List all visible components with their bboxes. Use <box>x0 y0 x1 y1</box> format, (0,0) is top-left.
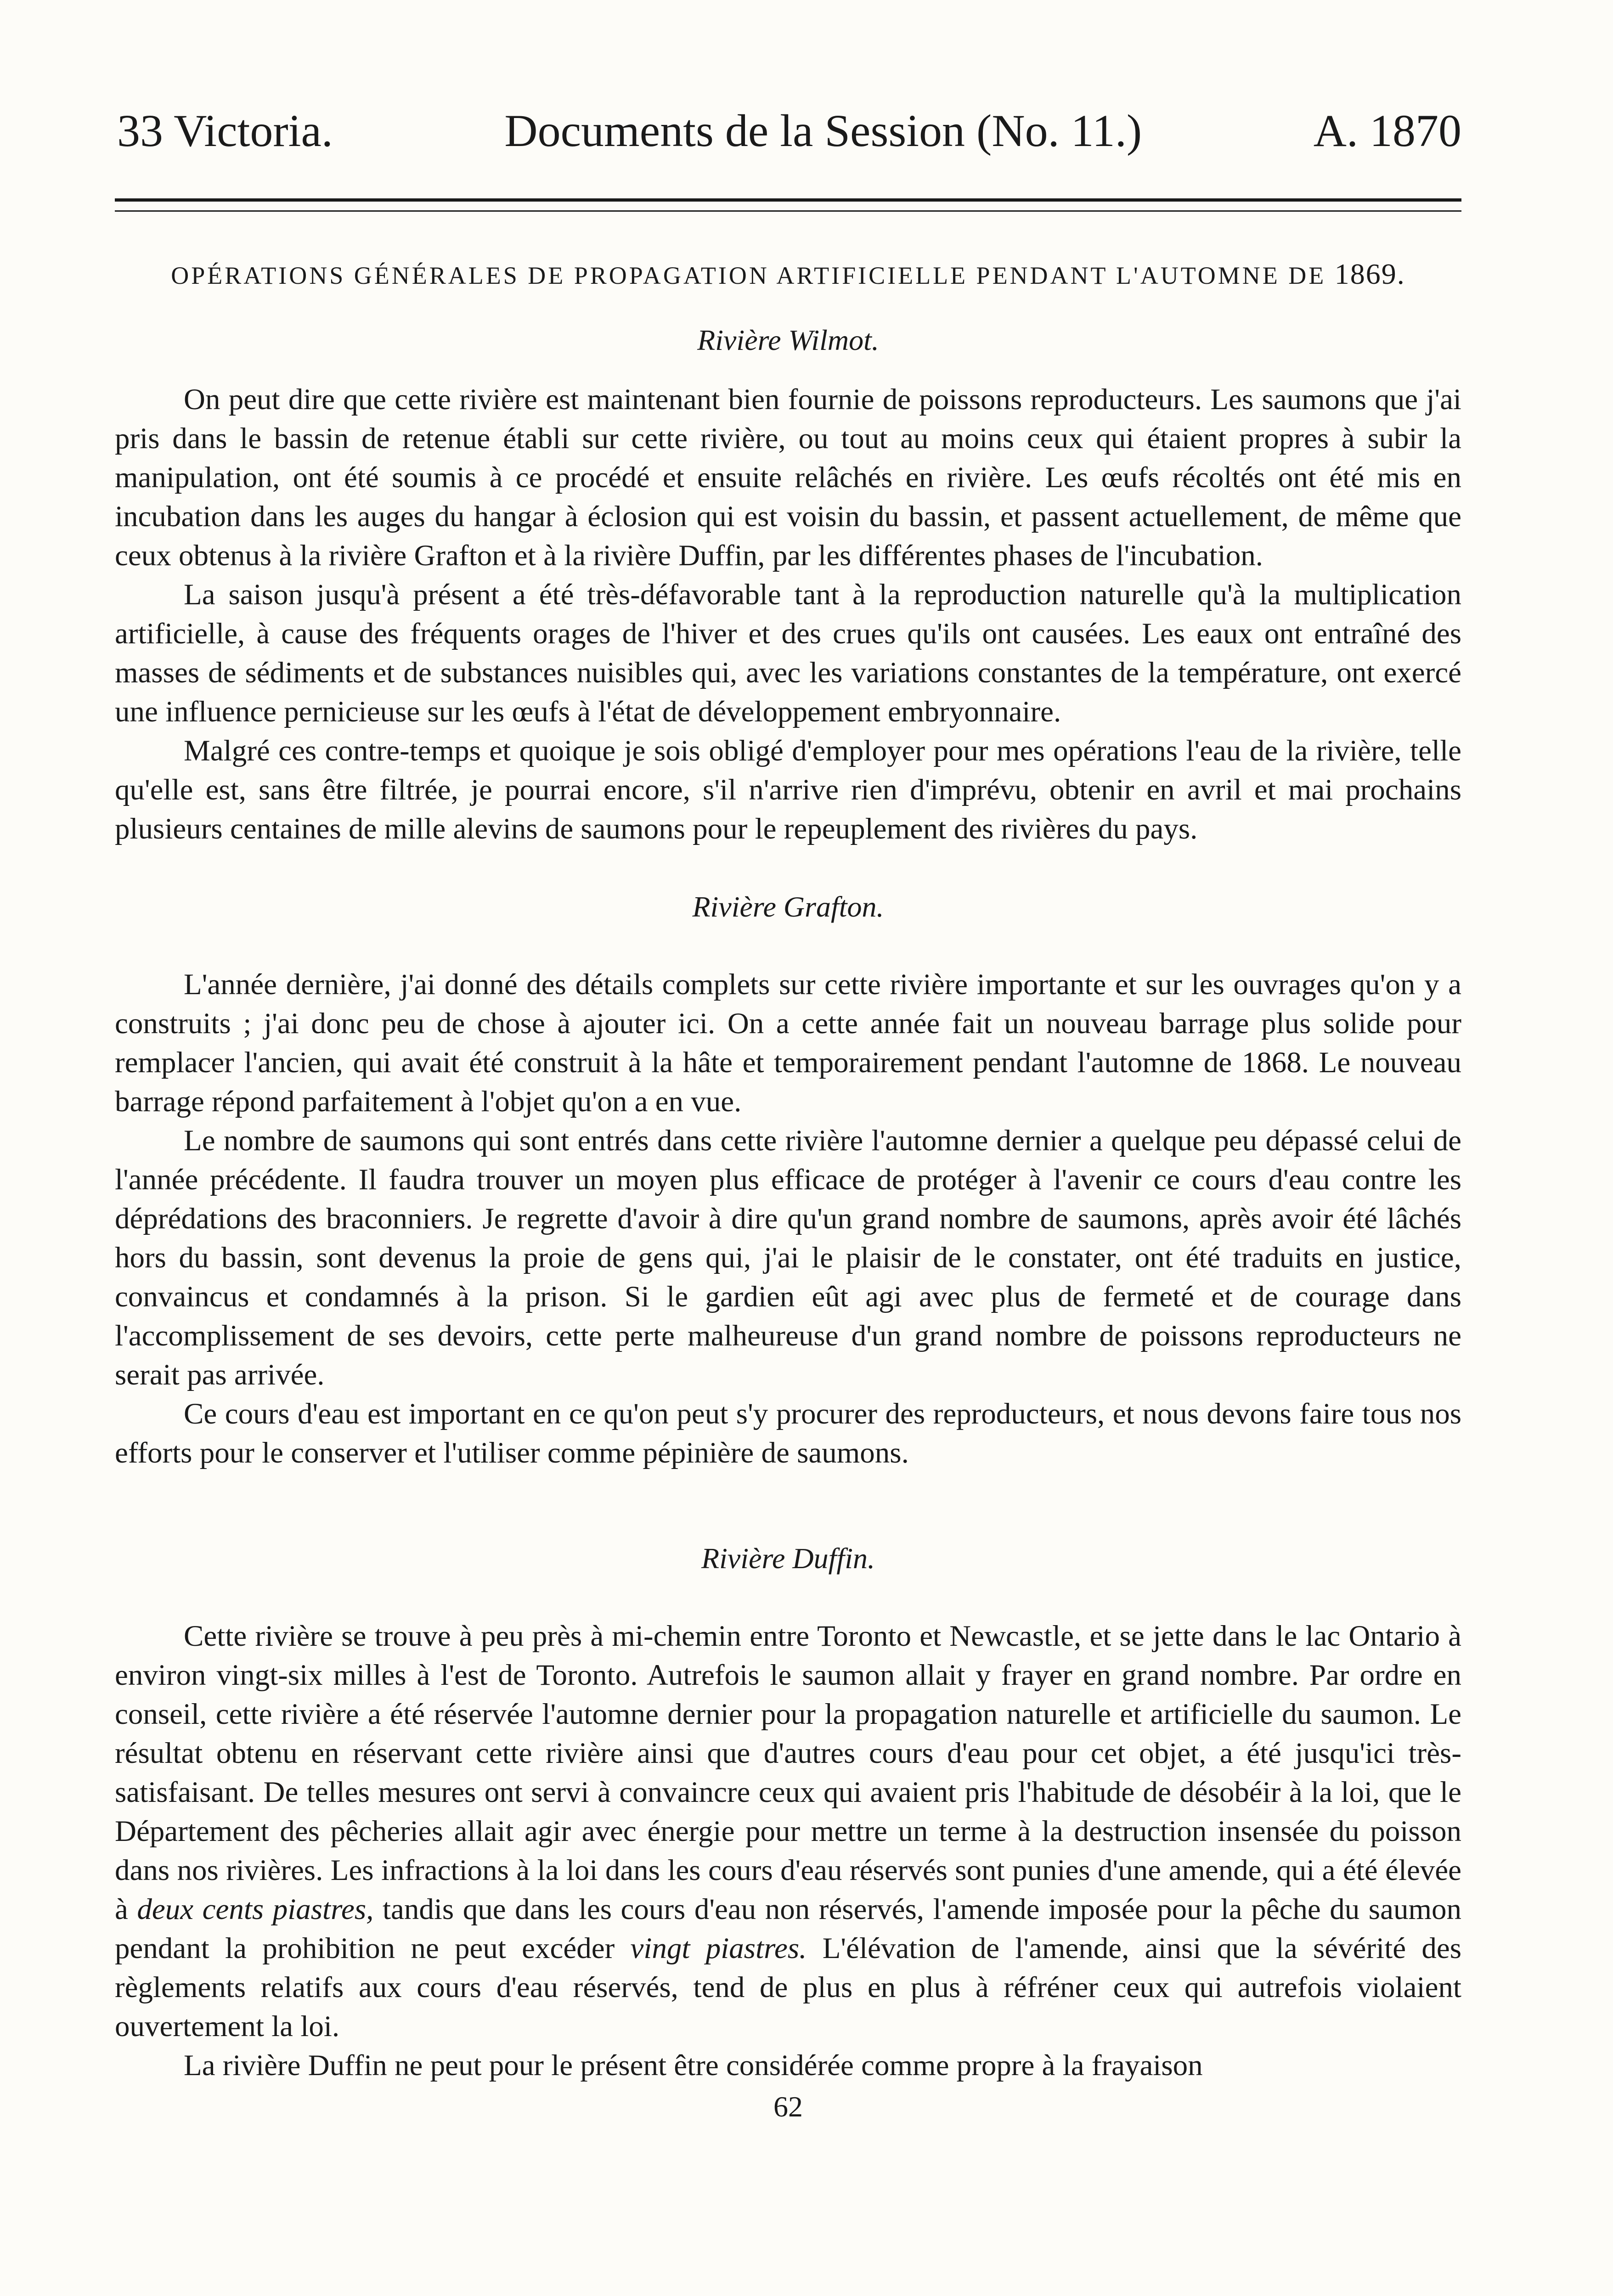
page-number: 62 <box>773 2090 803 2123</box>
paragraph <box>115 1617 1461 2046</box>
paragraph: Malgré ces contre-temps et quoique je sois obligé d'employer pour mes opérations l'eau de la rivière, telle qu'elle est, sans être filtrée, je pourrai encore, s'il n'arrive rien d'imprévu, obtenir en avril et mai prochains plusieurs centaines de mille alevins de saumons pour le repeuplement des rivières du pays. <box>115 734 1461 845</box>
paragraph: Le nombre de saumons qui sont entrés dans cette rivière l'automne dernier a quelque peu dépassé celui de l'année précédente. Il faudra trouver un moyen plus efficace de protéger à l'avenir ce cours d'eau contre les déprédations des braconniers. Je regrette d'avoir à dire qu'un grand nombre de saumons, après avoir été lâchés hors du bassin, sont devenus la proie de gens qui, j'ai le plaisir de le constater, ont été traduits en justice, convaincus et condamnés à la prison. Si le gardien eût agi avec plus de fermeté et de courage dans l'accomplissement de ses devoirs, cette perte malheureuse d'un grand nombre de poissons reproducteurs ne serait pas arrivée. <box>115 1124 1461 1391</box>
body-text <box>115 257 1461 2124</box>
header-rule-thick <box>115 198 1461 202</box>
paragraph: L'année dernière, j'ai donné des détails complets sur cette rivière importante et sur les ouvrages qu'on y a construits ; j'ai donc peu de chose à ajouter ici. On a cette année fait un nouveau barrage plus solide pour remplacer l'ancien, qui avait été construit à la hâte et temporairement pendant l'automne de 1868. Le nouveau barrage répond parfaitement à l'objet qu'on a en vue. <box>115 968 1461 1118</box>
text-run: Cette rivière se trouve à peu près à mi-chemin entre Toronto et Newcastle, et se jette dans le lac Ontario à environ vingt-six milles à l'est de Toronto. Autrefois le saumon allait y frayer en grand nombre. Par ordre en conseil, cette rivière a été réservée l'automne dernier pour la propagation naturelle et artificielle du saumon. Le résultat obtenu en réservant cette rivière ainsi que d'autres cours d'eau pour cet objet, a été jusqu'ici très-satisfaisant. De telles mesures ont servi à convaincre ceux qui avaient pris l'habitude de désobéir à la loi, que le Département des pêcheries allait agir avec énergie pour mettre un terme à la destruction insensée du poisson dans nos rivières. Les infractions à la loi dans les cours d'eau réservés sont punies d'une amende, qui a été élevée à <box>115 1620 1461 1926</box>
paragraph: La rivière Duffin ne peut pour le présent être considérée comme propre à la frayaison <box>184 2049 1203 2082</box>
document-title <box>115 257 1461 291</box>
paragraph: On peut dire que cette rivière est maintenant bien fournie de poissons reproducteurs. Les saumons que j'ai pris dans le bassin de retenue établi sur cette rivière, ou tout au moins ceux qui étaient propres à subir la manipulation, ont été soumis à ce procédé et ensuite relâchés en rivière. Les œufs récoltés ont été mis en incubation dans les auges du hangar à éclosion qui est voisin du bassin, et passent actuellement, de même que ceux obtenus à la rivière Grafton et à la rivière Duffin, par les différentes phases de l'incubation. <box>115 383 1461 572</box>
section-heading-grafton: Rivière Grafton. <box>692 890 884 923</box>
paragraph: Ce cours d'eau est important en ce qu'on peut s'y procurer des reproducteurs, et nous devons faire tous nos efforts pour le conserver et l'utiliser comme pépinière de saumons. <box>115 1397 1461 1469</box>
title-text: OPÉRATIONS GÉNÉRALES DE PROPAGATION ARTIFICIELLE PENDANT L'AUTOMNE DE <box>171 262 1326 289</box>
section-grafton <box>115 890 1461 1473</box>
section-duffin <box>115 1542 1461 2085</box>
italic-amount: deux cents piastres, <box>137 1893 374 1926</box>
paragraph: La saison jusqu'à présent a été très-défavorable tant à la reproduction naturelle qu'à la multiplication artificielle, à cause des fréquents orages de l'hiver et des crues qu'ils ont causées. Les eaux ont entraîné des masses de sédiments et de substances nuisibles qui, avec les variations constantes de la température, ont exercé une influence pernicieuse sur les œufs à l'état de développement embryonnaire. <box>115 578 1461 728</box>
title-year: 1869. <box>1334 258 1405 290</box>
text-run: tandis que dans les cours d'eau non réservés, l'amende imposée pour la pêche du saumon pendant la prohibition ne peut excéder <box>115 1893 1462 1965</box>
section-heading-duffin: Rivière Duffin. <box>701 1542 875 1575</box>
running-header <box>117 105 1461 156</box>
header-right: A. 1870 <box>1313 105 1461 156</box>
header-left: 33 Victoria. <box>117 105 333 156</box>
text-run: L'élévation de l'amende, ainsi que la sévérité des règlements relatifs aux cours d'eau réservés, tend de plus en plus à réfréner ceux qui autrefois violaient ouvertement la loi. <box>115 1932 1462 2043</box>
italic-amount: vingt piastres. <box>630 1932 807 1965</box>
section-wilmot <box>115 323 1461 849</box>
header-center: Documents de la Session (No. 11.) <box>504 105 1142 156</box>
header-rule-thin <box>115 210 1461 212</box>
section-heading-wilmot: Rivière Wilmot. <box>697 324 879 356</box>
